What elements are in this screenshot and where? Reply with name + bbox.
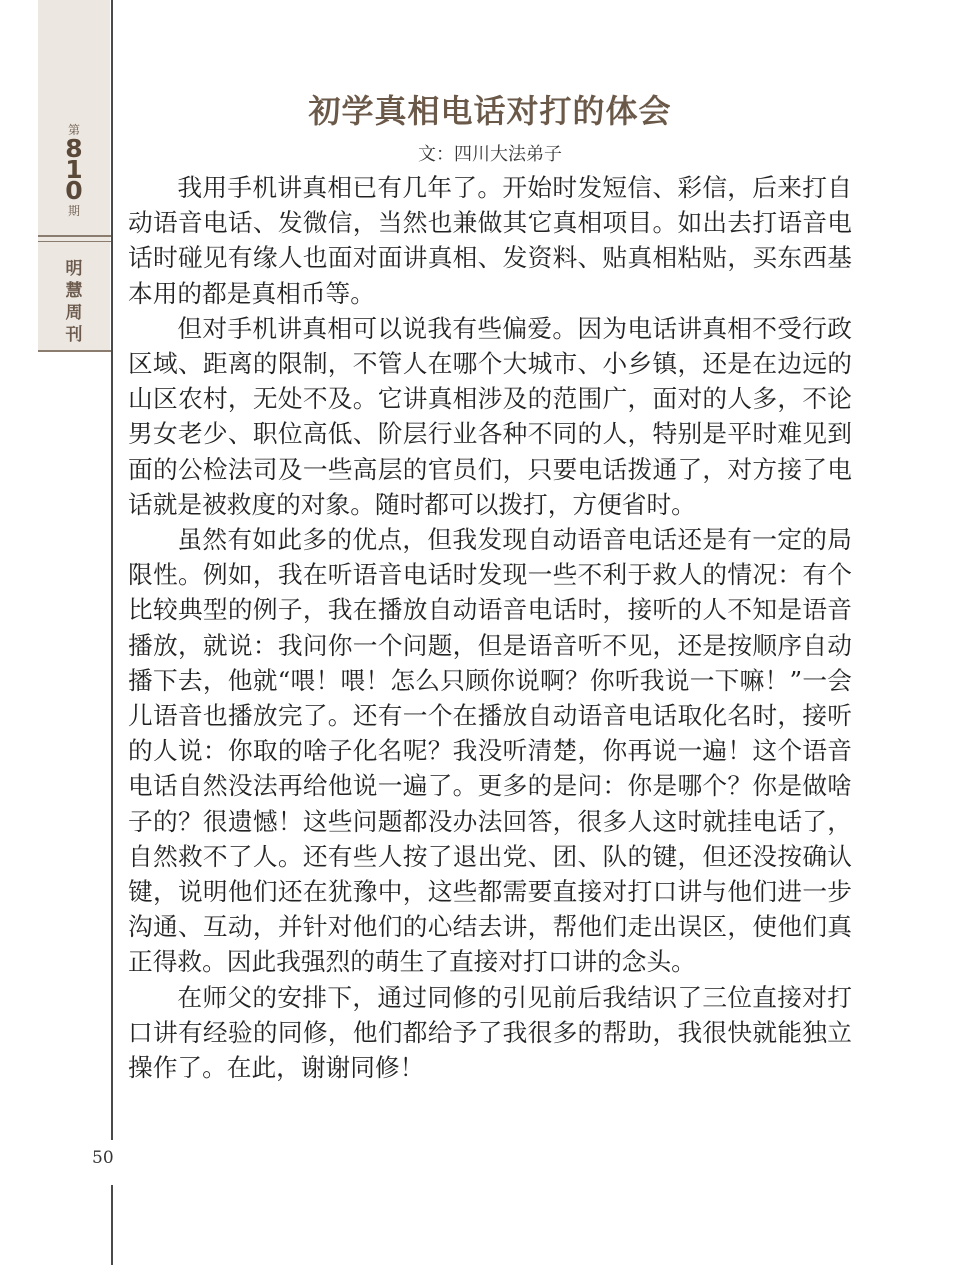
article-paragraph: 我用手机讲真相已有几年了。开始时发短信、彩信，后来打自动语音电话、发微信，当然也兼做其它真相项目。如出去打语音电话时碰见有缘人也面对面讲真相、发资料、贴真相粘贴，买东西基本用的都是真相币等。 <box>128 173 852 308</box>
article-byline: 文：四川大法弟子 <box>418 144 562 165</box>
article-paragraph: 在师父的安排下，通过同修的引见前后我结识了三位直接对打口讲有经验的同修，他们都给予了我很多的帮助，我很快就能独立操作了。在此，谢谢同修！ <box>128 982 852 1083</box>
article-paragraph: 但对手机讲真相可以说我有些偏爱。因为电话讲真相不受行政区域、距离的限制，不管人在哪个大城市、小乡镇，还是在边远的山区农村，无处不及。它讲真相涉及的范围广，面对的人多，不论男女老少、职位高低、阶层行业各种不同的人，特别是平时难见到面的公检法司及一些高层的官员们，只要电话拨通了，对方接了电话就是被救度的对象。随时都可以拨打，方便省时。 <box>128 313 852 519</box>
issue-suffix: 期 <box>67 204 80 218</box>
sidebar-divider <box>38 235 112 237</box>
magazine-char: 明 <box>65 259 83 279</box>
issue-digit: 8 <box>65 134 83 163</box>
issue-prefix: 第 <box>67 123 80 137</box>
sidebar-bottom-rule <box>38 350 112 352</box>
margin-rule-bottom <box>111 1185 113 1265</box>
article-paragraph: 虽然有如此多的优点，但我发现自动语音电话还是有一定的局限性。例如，我在听语音电话时发现一些不利于救人的情况：有个比较典型的例子，我在播放自动语音电话时，接听的人不知是语音播放，就说：我问你一个问题，但是语音听不见，还是按顺序自动播下去，他就“喂！喂！怎么只顾你说啊？你听我说一下嘛！”一会儿语音也播放完了。还有一个在播放自动语音电话取化名时，接听的人说：你取的啥子化名呢？我没听清楚，你再说一遍！这个语音电话自然没法再给他说一遍了。更多的是问：你是哪个？你是做啥子的？很遗憾！这些问题都没办法回答，很多人这时就挂电话了，自然救不了人。还有些人按了退出党、团、队的键，但还没按确认键，说明他们还在犹豫中，这些都需要直接对打口讲与他们进一步沟通、互动，并针对他们的心结去讲，帮他们走出误区，使他们真正得救。因此我强烈的萌生了直接对打口讲的念头。 <box>128 525 852 977</box>
issue-number <box>38 122 110 219</box>
margin-rule-top <box>111 0 113 1140</box>
magazine-char: 慧 <box>65 281 83 301</box>
article-body <box>128 170 852 1085</box>
magazine-char: 刊 <box>65 325 83 345</box>
magazine-name <box>38 258 110 346</box>
sidebar-divider-thin <box>38 241 112 242</box>
issue-digit: 0 <box>65 176 83 205</box>
article-title: 初学真相电话对打的体会 <box>308 92 672 130</box>
page-number: 50 <box>92 1148 114 1168</box>
magazine-char: 周 <box>65 303 83 323</box>
issue-digit: 1 <box>65 155 83 184</box>
